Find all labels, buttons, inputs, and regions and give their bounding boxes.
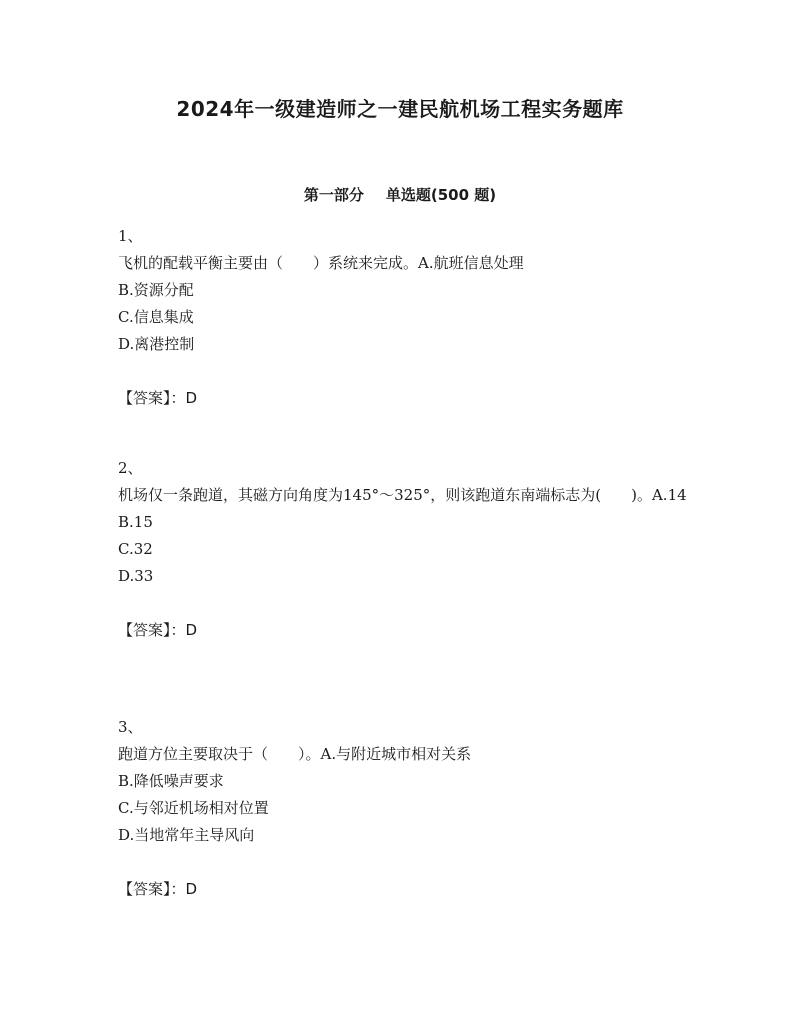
answer-label: 【答案】：D: [118, 389, 198, 407]
option-d: D.离港控制: [118, 335, 195, 353]
question-2: [118, 455, 688, 644]
answer-label: 【答案】：D: [118, 621, 198, 639]
question-number: 2、: [118, 459, 143, 477]
question-number: 3、: [118, 718, 143, 736]
option-b: B.资源分配: [118, 281, 194, 299]
question-1: [118, 223, 688, 412]
option-b: B.降低噪声要求: [118, 772, 224, 790]
option-c: C.32: [118, 540, 153, 558]
option-c: C.信息集成: [118, 308, 194, 326]
option-d: D.当地常年主导风向: [118, 826, 255, 844]
section-part-label: 第一部分: [303, 186, 364, 204]
answer-label: 【答案】：D: [118, 880, 198, 898]
question-number: 1、: [118, 227, 143, 245]
question-stem: 飞机的配载平衡主要由（ ）系统来完成。A.航班信息处理: [118, 254, 524, 272]
section-heading: [0, 183, 800, 207]
question-3: [118, 714, 688, 903]
option-c: C.与邻近机场相对位置: [118, 799, 269, 817]
question-stem: 跑道方位主要取决于（ ）。A.与附近城市相对关系: [118, 745, 472, 763]
question-stem: 机场仅一条跑道，其磁方向角度为145°～325°，则该跑道东南端标志为( )。A.14: [118, 486, 687, 504]
option-d: D.33: [118, 567, 154, 585]
document-title: 2024年一级建造师之一建民航机场工程实务题库: [176, 97, 624, 121]
option-b: B.15: [118, 513, 153, 531]
section-type-label: 单选题(500 题): [385, 186, 497, 204]
